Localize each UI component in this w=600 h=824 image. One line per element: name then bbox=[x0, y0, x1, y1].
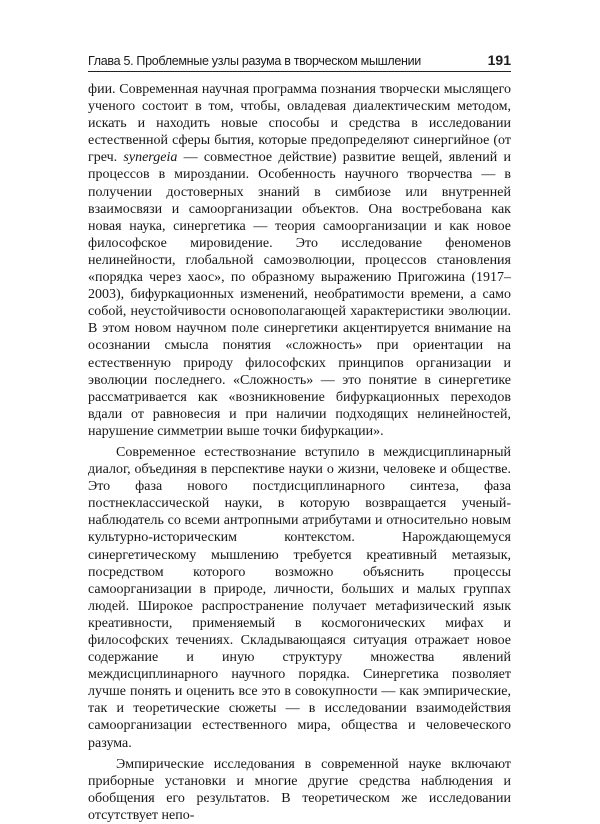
chapter-title: Глава 5. Проблемные узлы разума в творческом мышлении bbox=[88, 54, 421, 68]
paragraph-1-text-start: фии. Современная научная программа познания творчески мыслящего ученого состоит в том, чтобы, овладевая диалектическим методом, искать и находить новые способы и средства в исследовании естественной сферы бытия, которые предопределяют синергийное (от греч. bbox=[88, 82, 511, 166]
page-number: 191 bbox=[487, 52, 511, 68]
paragraph-1 bbox=[88, 81, 511, 440]
paragraph-3: Эмпирические исследования в современной науке включают приборные установки и многие другие средства наблюдения и обобщения его результатов. В теоретическом же исследовании отсутствует непо- bbox=[88, 756, 511, 823]
body-text bbox=[88, 81, 511, 824]
running-header bbox=[88, 52, 511, 70]
header-divider bbox=[88, 71, 511, 72]
greek-term: synergeia bbox=[123, 150, 178, 166]
paragraph-2: Современное естествознание вступило в междисциплинарный диалог, объединяя в перспективе науки о жизни, человеке и обществе. Это фаза нового постдисциплинарного синтеза, фаза постнеклассической науки, в которую возвращается ученый-наблюдатель со всеми антропными атрибутами и относительно новым культурно-историческим контекстом. Нарождающемуся синергетическому мышлению требуется креативный метаязык, посредством которого возможно объяснить процессы самоорганизации в природе, личности, больших и малых группах людей. Широкое распространение получает метафизический язык креативности, применяемый в космогонических мифах и философских течениях. Складывающаяся ситуация отражает новое содержание и иную структуру множества явлений междисциплинарного научного порядка. Синергетика позволяет лучше понять и оценить все это в совокупности — как эмпирические, так и теоретические сюжеты — в исследовании взаимодействия самоорганизации естественного мира, общества и человеческого разума. bbox=[88, 444, 511, 751]
paragraph-1-text-end: — совместное действие) развитие вещей, явлений и процессов в мироздании. Особенность научного творчества — в получении достоверных знаний в симбиозе или внутренней взаимосвязи и самоорганизации объектов. Она востребована как новая наука, синергетика — теория самоорганизации и как новое философское мировидение. Это исследование феноменов нелинейности, глобальной самоэволюции, процессов становления «порядка через хаос», по образному выражению Пригожина (1917–2003), бифуркационных изменений, необратимости времени, а само собой, неустойчивости основополагающей характеристики эволюции. В этом новом научном поле синергетики акцентируется внимание на осознании смысла понятия «сложность» при ориентации на естественную природу философских принципов организации и эволюции последнего. «Сложность» — это понятие в синергетике рассматривается как «возникновение бифуркационных переходов вдали от равновесия и при наличии подходящих нелинейностей, нарушение симметрии выше точки бифуркации». bbox=[88, 150, 511, 439]
